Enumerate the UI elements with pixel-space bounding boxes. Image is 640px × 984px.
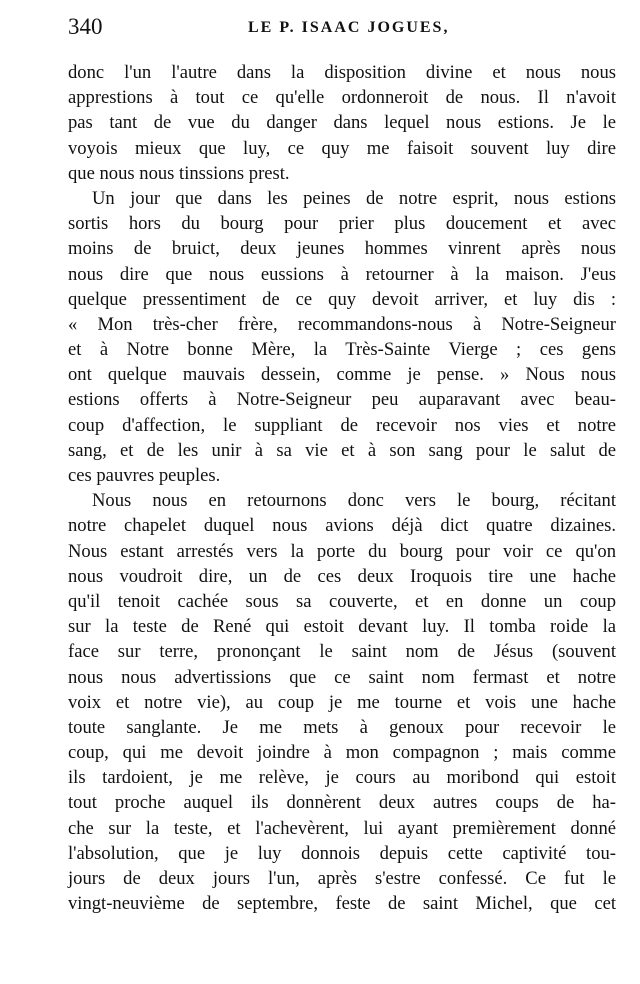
- text-line: notre chapelet duquel nous avions déjà dict quatre dizaines.: [68, 515, 616, 537]
- text-line: nous nous advertissions que ce saint nom fermast et notre: [68, 666, 616, 688]
- text-line: apprestions à tout ce qu'elle ordonneroit de nous. Il n'avoit: [68, 87, 616, 109]
- text-line: vingt-neuvième de septembre, feste de saint Michel, que cet: [68, 893, 616, 915]
- page-number: 340: [68, 14, 103, 39]
- text-line: ont quelque mauvais dessein, comme je pense. » Nous nous: [68, 364, 616, 386]
- text-line: coup d'affection, le suppliant de recevoir nos vies et notre: [68, 414, 616, 436]
- text-line: sortis hors du bourg pour prier plus doucement et avec: [68, 213, 616, 235]
- running-title: LE P. ISAAC JOGUES,: [248, 19, 450, 36]
- text-line: l'absolution, que je luy donnois depuis cette captivité tou-: [68, 842, 616, 864]
- text-line: ces pauvres peuples.: [68, 465, 221, 486]
- text-line: che sur la teste, et l'achevèrent, lui ayant premièrement donné: [68, 817, 616, 839]
- text-line: donc l'un l'autre dans la disposition divine et nous nous: [68, 62, 616, 83]
- paragraph: [68, 60, 616, 186]
- text-line: Nous estant arrestés vers la porte du bourg pour voir ce qu'on: [68, 540, 616, 562]
- text-line: Un jour que dans les peines de notre esprit, nous estions: [92, 187, 616, 209]
- text-line: pas tant de vue du danger dans lequel nous estions. Je le: [68, 112, 616, 134]
- text-line: voyois mieux que luy, ce quy me faisoit souvent luy dire: [68, 137, 616, 159]
- text-line: sur la teste de René qui estoit devant luy. Il tomba roide la: [68, 616, 616, 638]
- text-line: sang, et de les unir à sa vie et à son sang pour le salut de: [68, 439, 616, 461]
- paragraph: [68, 186, 616, 488]
- text-line: « Mon très-cher frère, recommandons-nous à Notre-Seigneur: [68, 313, 616, 335]
- text-line: toute sanglante. Je me mets à genoux pour recevoir le: [68, 716, 616, 738]
- text-line: Nous nous en retournons donc vers le bourg, récitant: [92, 490, 616, 512]
- text-line: voix et notre vie), au coup je me tourne et vois une hache: [68, 691, 616, 713]
- text-line: et à Notre bonne Mère, la Très-Sainte Vierge ; ces gens: [68, 339, 616, 361]
- text-line: nous voudroit dire, un de ces deux Iroquois tire une hache: [68, 565, 616, 587]
- body-text: [68, 60, 616, 916]
- book-page: [62, 14, 616, 915]
- text-line: quelque pressentiment de ce quy devoit arriver, et luy dis :: [68, 288, 616, 310]
- text-line: estions offerts à Notre-Seigneur peu auparavant avec beau-: [68, 389, 616, 411]
- text-line: nous dire que nous eussions à retourner à la maison. J'eus: [68, 263, 616, 285]
- text-line: coup, qui me devoit joindre à mon compagnon ; mais comme: [68, 742, 616, 764]
- text-line: tout proche auquel ils donnèrent deux autres coups de ha-: [68, 792, 616, 814]
- text-line: qu'il tenoit cachée sous sa couverte, et en donne un coup: [68, 590, 616, 612]
- page-header: [62, 14, 614, 54]
- text-line: ils tardoient, je me relève, je cours au moribond qui estoit: [68, 767, 616, 789]
- text-line: moins de bruict, deux jeunes hommes vinrent après nous: [68, 238, 616, 260]
- text-line: face sur terre, prononçant le saint nom de Jésus (souvent: [68, 641, 616, 663]
- paragraph: [68, 488, 616, 916]
- text-line: que nous nous tinssions prest.: [68, 162, 290, 184]
- text-line: jours de deux jours l'un, après s'estre confessé. Ce fut le: [68, 868, 616, 889]
